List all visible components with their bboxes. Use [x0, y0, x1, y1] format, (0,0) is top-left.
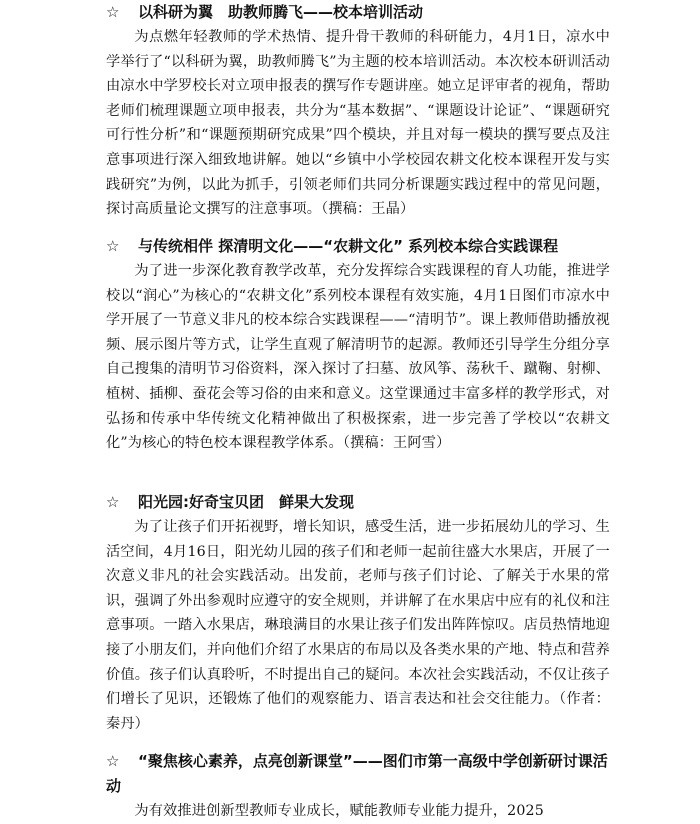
article-title-text: “聚焦核心素养，点亮创新课堂”——图们市第一高级中学创新研讨课活动 — [106, 752, 608, 795]
article-fruit-discovery — [106, 490, 610, 736]
article-body: 为有效推进创新型教师专业成长，赋能教师专业能力提升，2025 — [134, 803, 544, 819]
star-icon: ☆ — [106, 493, 120, 511]
article-title-text: 与传统相伴 探清明文化——“农耕文化” 系列校本综合实践课程 — [138, 237, 559, 255]
article-title — [106, 234, 610, 259]
article-title-text: 以科研为翼 助教师腾飞——校本培训活动 — [138, 3, 424, 21]
article-title — [106, 0, 610, 25]
article-qingming-culture — [106, 234, 610, 456]
article-body: 为了进一步深化教育教学改革，充分发挥综合实践课程的育人功能，推进学校以“润心”为核心的“农耕文化”系列校本课程有效实施，4月1日图们市凉水中学开展了一节意义非凡的校本综合实践课程——“清明节”。课上教师借助播放视频、展示图片等方式，让学生直观了解清明节的起源。教师还引导学生分组分享自己搜集的清明节习俗资料，深入探讨了扫墓、放风筝、荡秋千、蹴鞠、射柳、植树、插柳、蚕花会等习俗的由来和意义。这堂课通过丰富多样的教学形式，对弘扬和传承中华传统文化精神做出了积极探索，进一步完善了学校以“农耕文化”为核心的特色校本课程教学体系。（撰稿：王阿雪） — [106, 263, 610, 452]
star-icon: ☆ — [106, 237, 120, 255]
article-research-training — [106, 0, 610, 222]
article-title — [106, 490, 610, 515]
article-body: 为点燃年轻教师的学术热情、提升骨干教师的科研能力，4月1日，凉水中学举行了“以科研为翼，助教师腾飞”为主题的校本培训活动。本次校本研训活动由凉水中学罗校长对立项申报表的撰写作专题讲座。她立足评审者的视角，帮助老师们梳理课题立项申报表，共分为“基本数据”、“课题设计论证”、“课题研究可行性分析”和“课题预期研究成果”四个模块，并且对每一模块的撰写要点及注意事项进行深入细致地讲解。她以“乡镇中小学校园农耕文化校本课程开发与实践研究”为例，以此为抓手，引领老师们共同分析课题实践过程中的常见问题，探讨高质量论文撰写的注意事项。（撰稿：王晶） — [106, 29, 610, 218]
star-icon: ☆ — [106, 752, 120, 770]
article-title-text: 阳光园:好奇宝贝团 鲜果大发现 — [138, 493, 355, 511]
star-icon: ☆ — [106, 3, 120, 21]
article-body: 为了让孩子们开拓视野，增长知识，感受生活，进一步拓展幼儿的学习、生活空间，4月16日，阳光幼儿园的孩子们和老师一起前往盛大水果店，开展了一次意义非凡的社会实践活动。出发前，老师与孩子们讨论、了解关于水果的常识，强调了外出参观时应遵守的安全规则，并讲解了在水果店中应有的礼仪和注意事项。一踏入水果店，琳琅满目的水果让孩子们发出阵阵惊叹。店员热情地迎接了小朋友们，并向他们介绍了水果店的布局以及各类水果的产地、特点和营养价值。孩子们认真聆听，不时提出自己的疑问。本次社会实践活动，不仅让孩子们增长了见识，还锻炼了他们的观察能力、语言表达和社会交往能力。（作者：秦丹） — [106, 519, 610, 732]
article-title — [106, 749, 610, 799]
article-innovation-class — [106, 749, 610, 824]
